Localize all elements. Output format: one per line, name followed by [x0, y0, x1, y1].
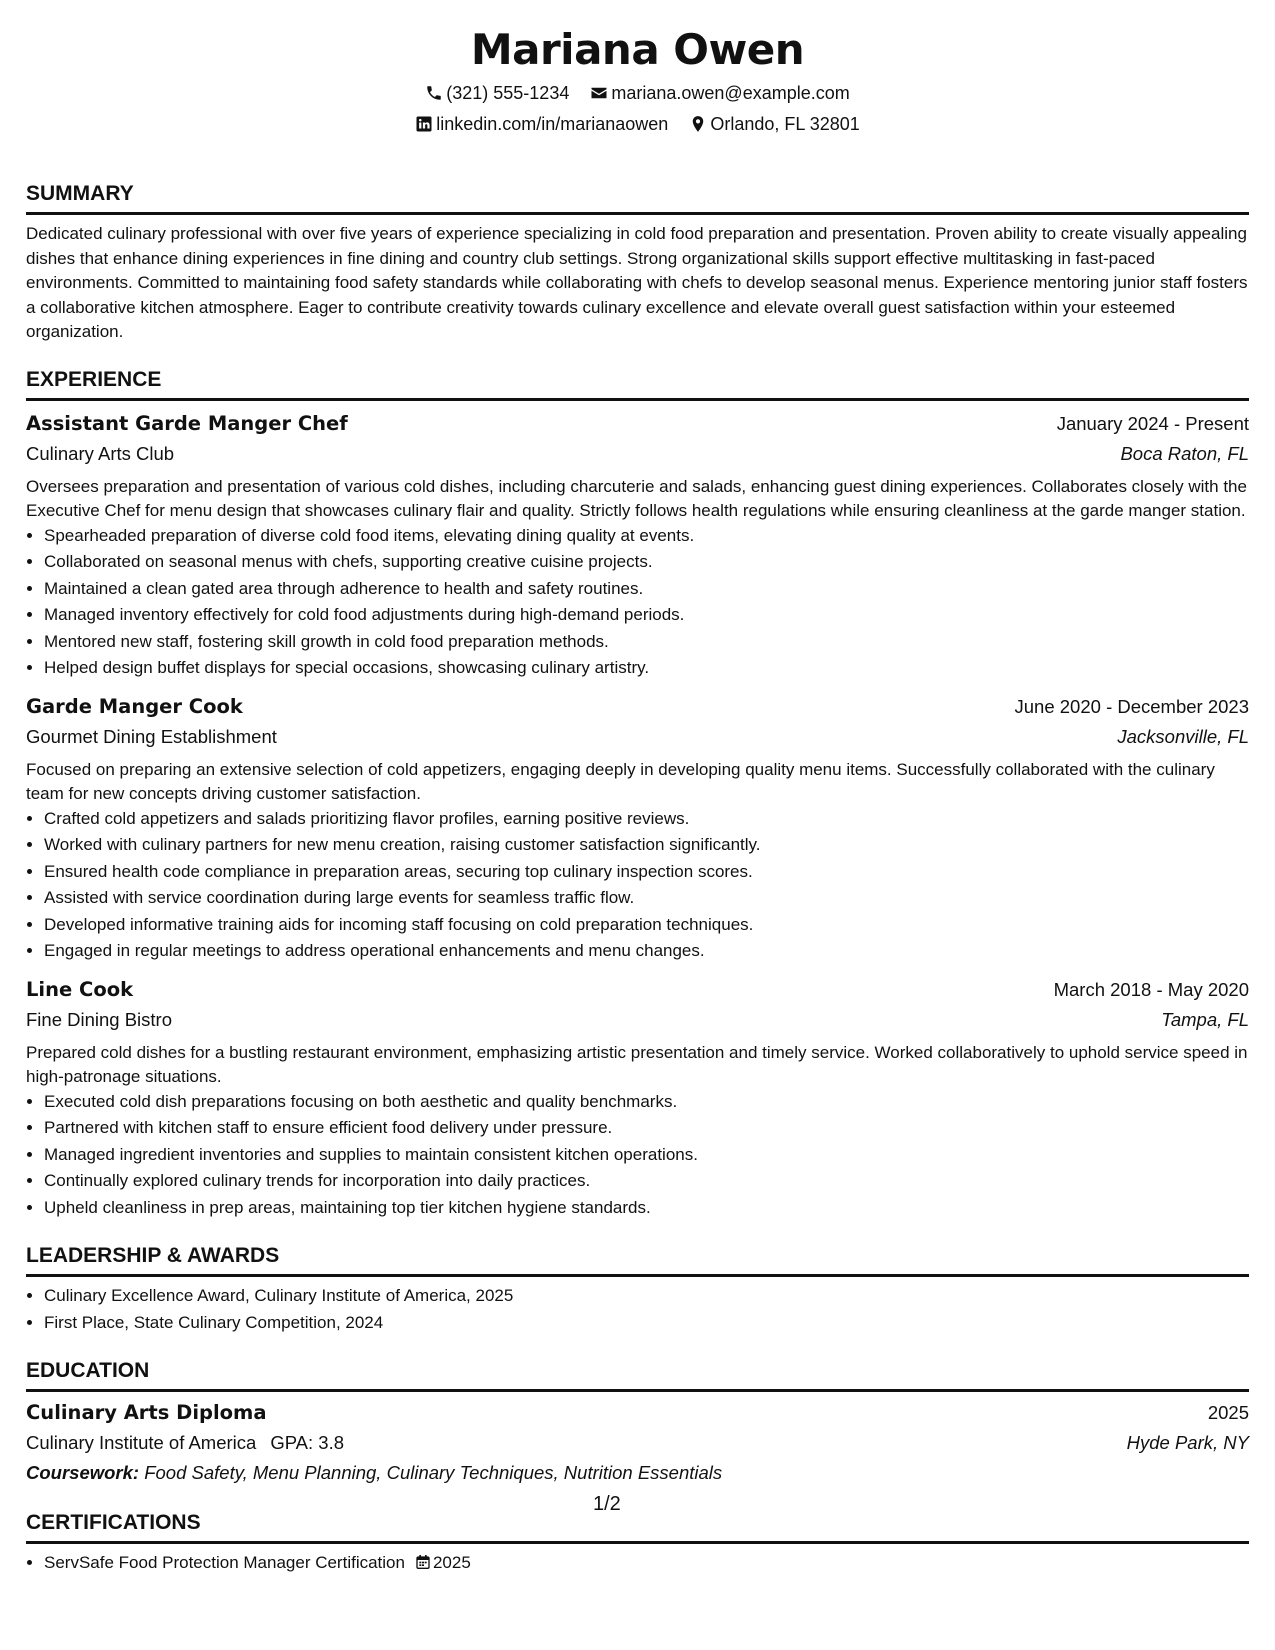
job-entry	[26, 975, 1249, 1222]
contact-email[interactable]	[590, 82, 849, 104]
job-title: Garde Manger Cook	[26, 694, 243, 718]
calendar-icon	[415, 1554, 431, 1570]
list-item: • Managed inventory effectively for cold food adjustments during high-demand periods.	[44, 602, 1249, 629]
list-item: • Worked with culinary partners for new menu creation, raising customer satisfaction significantly.	[44, 832, 1249, 859]
envelope-icon	[590, 84, 608, 102]
list-item: • Executed cold dish preparations focusing on both aesthetic and quality benchmarks.	[44, 1089, 1249, 1116]
job-title: Assistant Garde Manger Chef	[26, 411, 348, 435]
job-bullets	[26, 523, 1249, 682]
map-pin-icon	[689, 115, 707, 133]
job-employer: Fine Dining Bistro	[26, 1008, 173, 1030]
candidate-name: Mariana Owen	[470, 25, 805, 74]
summary-text: Dedicated culinary professional with over five years of experience specializing in cold food preparation and presentation. Proven ability to create visually appealing dishes that enhance dining experiences in fine dining and country club settings. Strong organizational skills support effective multitasking in fast-paced environments. Committed to maintaining food safety standards while collaborating with chefs to develop seasonal menus. Experience mentoring junior staff fosters a collaborative kitchen atmosphere. Eager to contribute creativity towards culinary excellence and elevate overall guest satisfaction within your esteemed organization.	[26, 224, 1248, 341]
list-item	[44, 1550, 1249, 1577]
list-item: • Managed ingredient inventories and supplies to maintain consistent kitchen operations.	[44, 1142, 1249, 1169]
coursework-list: Food Safety, Menu Planning, Culinary Techniques, Nutrition Essentials	[144, 1462, 723, 1483]
contact-linkedin[interactable]	[415, 113, 668, 135]
list-item: • Crafted cold appetizers and salads prioritizing flavor profiles, earning positive reviews.	[44, 806, 1249, 833]
coursework	[26, 1458, 1249, 1488]
job-location: Jacksonville, FL	[1117, 725, 1249, 747]
linkedin-icon	[415, 115, 433, 133]
list-item: • Continually explored culinary trends for incorporation into daily practices.	[44, 1168, 1249, 1195]
gpa: GPA: 3.8	[270, 1432, 345, 1453]
job-dates: January 2024 - Present	[1056, 412, 1249, 434]
experience-section	[26, 367, 1249, 1222]
school-name-line	[26, 1428, 344, 1458]
job-entry	[26, 692, 1249, 965]
list-item: • First Place, State Culinary Competition, 2024	[44, 1310, 1249, 1337]
list-item: • Upheld cleanliness in prep areas, maintaining top tier kitchen hygiene standards.	[44, 1195, 1249, 1222]
coursework-label: Coursework:	[26, 1462, 140, 1483]
resume-header	[26, 26, 1249, 135]
job-bullets	[26, 1089, 1249, 1222]
job-description: Prepared cold dishes for a bustling restaurant environment, emphasizing artistic presentation and timely service. Worked collaboratively to uphold service speed in high-patronage situations.	[26, 1042, 1248, 1086]
list-item: • Culinary Excellence Award, Culinary Institute of America, 2025	[44, 1283, 1249, 1310]
list-item: • Ensured health code compliance in preparation areas, securing top culinary inspection scores.	[44, 859, 1249, 886]
job-employer: Gourmet Dining Establishment	[26, 725, 277, 747]
list-item: • Mentored new staff, fostering skill growth in cold food preparation methods.	[44, 629, 1249, 656]
job-description: Focused on preparing an extensive selection of cold appetizers, engaging deeply in developing quality menu items. Successfully collaborated with the culinary team for new concepts driving customer satisfaction.	[26, 759, 1215, 803]
certifications-section	[26, 1510, 1249, 1577]
job-dates: March 2018 - May 2020	[1053, 978, 1249, 1000]
location-text: Orlando, FL 32801	[710, 114, 860, 134]
awards-heading: LEADERSHIP & AWARDS	[26, 1243, 1249, 1277]
list-item: • Collaborated on seasonal menus with chefs, supporting creative cuisine projects.	[44, 549, 1249, 576]
list-item: • Assisted with service coordination during large events for seamless traffic flow.	[44, 885, 1249, 912]
education-location: Hyde Park, NY	[1126, 1432, 1249, 1453]
list-item: • Maintained a clean gated area through adherence to health and safety routines.	[44, 576, 1249, 603]
job-location: Tampa, FL	[1161, 1008, 1249, 1030]
list-item: • Engaged in regular meetings to address operational enhancements and menu changes.	[44, 938, 1249, 965]
phone-text: (321) 555-1234	[446, 83, 570, 103]
contact-phone	[425, 82, 569, 104]
awards-section	[26, 1243, 1249, 1336]
school-name: Culinary Institute of America	[26, 1432, 257, 1453]
contact-location	[689, 113, 859, 135]
certification-year: 2025	[432, 1553, 471, 1572]
linkedin-text: linkedin.com/in/marianaowen	[436, 114, 669, 134]
job-dates: June 2020 - December 2023	[1014, 695, 1249, 717]
certifications-heading: CERTIFICATIONS	[26, 1510, 1249, 1544]
summary-heading: SUMMARY	[26, 181, 1249, 215]
job-title: Line Cook	[26, 977, 134, 1001]
awards-list	[26, 1283, 1249, 1336]
list-item: • Partnered with kitchen staff to ensure efficient food delivery under pressure.	[44, 1115, 1249, 1142]
job-employer: Culinary Arts Club	[26, 442, 175, 464]
certification-name: ServSafe Food Protection Manager Certification	[44, 1553, 405, 1572]
education-heading: EDUCATION	[26, 1358, 1249, 1392]
certification-date	[405, 1553, 471, 1572]
job-location: Boca Raton, FL	[1120, 442, 1249, 464]
list-item: • Spearheaded preparation of diverse cold food items, elevating dining quality at events.	[44, 523, 1249, 550]
list-item: • Developed informative training aids for incoming staff focusing on cold preparation techniques.	[44, 912, 1249, 939]
phone-icon	[425, 84, 443, 102]
list-item: • Helped design buffet displays for special occasions, showcasing culinary artistry.	[44, 655, 1249, 682]
contact-row-1	[26, 82, 1249, 104]
job-entry	[26, 409, 1249, 682]
page-number: 1/2	[593, 1493, 621, 1515]
resume-page	[26, 0, 1249, 1577]
contact-row-2	[26, 113, 1249, 135]
degree-title: Culinary Arts Diploma	[26, 1401, 267, 1424]
summary-section	[26, 181, 1249, 345]
education-section	[26, 1358, 1249, 1488]
email-text: mariana.owen@example.com	[611, 83, 850, 103]
education-year: 2025	[1207, 1402, 1249, 1423]
job-description: Oversees preparation and presentation of various cold dishes, including charcuterie and salads, enhancing guest dining experiences. Collaborates closely with the Executive Chef for menu design that showcases culinary flair and quality. Strictly follows health regulations while ensuring cleanliness at the garde manger station.	[26, 476, 1247, 520]
experience-heading: EXPERIENCE	[26, 367, 1249, 401]
job-bullets	[26, 806, 1249, 965]
certifications-list	[26, 1550, 1249, 1577]
